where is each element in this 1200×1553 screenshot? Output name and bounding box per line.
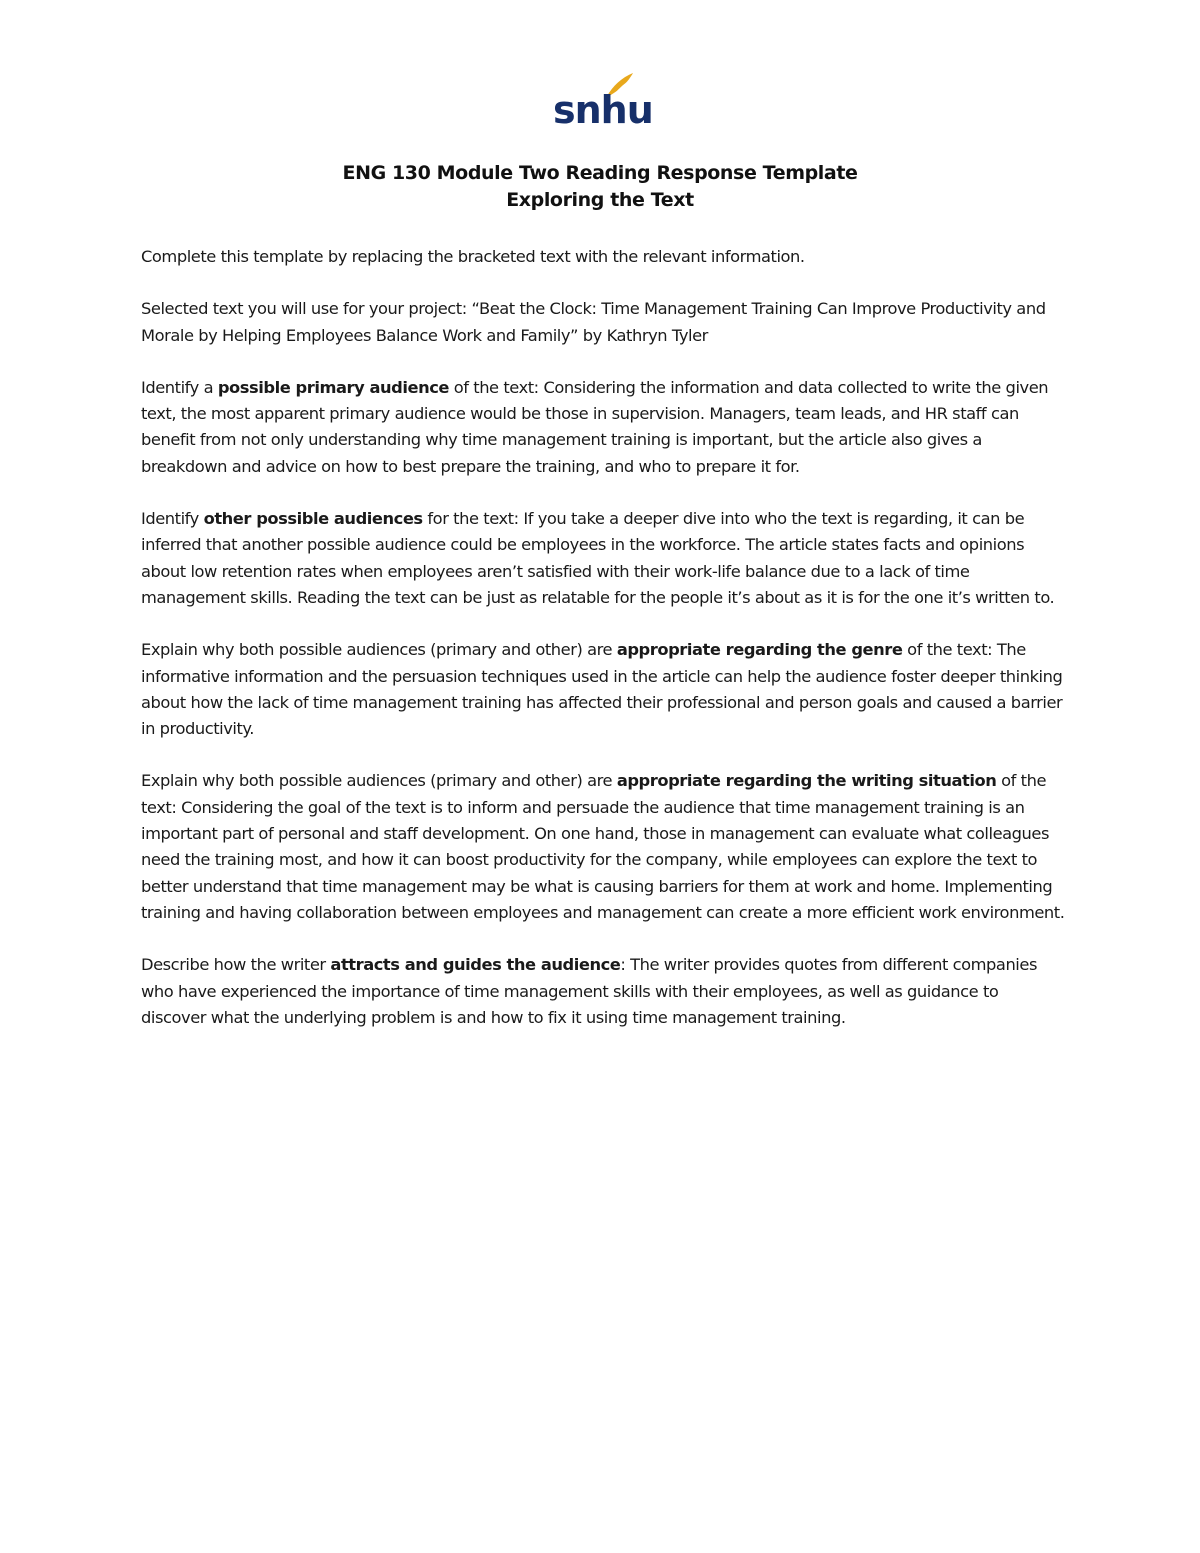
genre-paragraph xyxy=(141,637,1066,742)
attracts-guides-suffix: : xyxy=(620,955,631,975)
writing-situation-emphasis: appropriate regarding the writing situation xyxy=(616,771,997,791)
attracts-guides-prefix: Describe how the writer xyxy=(141,955,331,975)
other-audiences-prefix: Identify xyxy=(141,509,204,529)
document-subtitle: Exploring the Text xyxy=(506,189,694,211)
selected-text-answer: “Beat the Clock: Time Management Training Can Improve Productivity and Morale by Helping Employees Balance Work and Family” by Kathryn Tyler xyxy=(141,299,1046,345)
primary-audience-answer: Considering the information and data collected to write the given text, the most apparent primary audience would be those in supervision. Managers, team leads, and HR staff can benefit from not only understanding why time management training is important, but the article also gives a breakdown and advice on how to best prepare the training, and who to prepare it for. xyxy=(141,377,1049,476)
selected-text-label: Selected text you will use for your project: xyxy=(141,299,472,319)
primary-audience-prefix: Identify a xyxy=(141,377,218,397)
other-audiences-answer: If you take a deeper dive into who the text is regarding, it can be inferred that another possible audience could be employees in the workforce. The article states facts and opinions about low retention rates when employees aren’t satisfied with their work-life balance due to a lack of time management skills. Reading the text can be just as relatable for the people it’s about as it is for the one it’s written to. xyxy=(141,509,1055,607)
other-audiences-emphasis: other possible audiences xyxy=(203,509,423,529)
attracts-guides-emphasis: attracts and guides the audience xyxy=(330,955,621,975)
logo-wordmark: snhu xyxy=(553,88,653,132)
genre-prefix: Explain why both possible audiences (primary and other) are xyxy=(141,640,617,660)
snhu-logo xyxy=(553,72,653,134)
other-audiences-suffix: for the text: xyxy=(422,509,524,529)
document-body xyxy=(141,244,1066,1057)
other-audiences-paragraph xyxy=(141,506,1066,611)
document-header xyxy=(0,160,1200,214)
attracts-guides-paragraph xyxy=(141,952,1066,1031)
intro-paragraph: Complete this template by replacing the bracketed text with the relevant information. xyxy=(141,247,805,266)
writing-situation-answer: Considering the goal of the text is to inform and persuade the audience that time management training is an important part of personal and staff development. On one hand, those in management can evaluate what colleagues need the training most, and how it can boost productivity for the company, while employees can explore the text to better understand that time management may be what is causing barriers for them at work and home. Implementing training and having collaboration between employees and management can create a more efficient work environment. xyxy=(141,797,1065,922)
writing-situation-prefix: Explain why both possible audiences (primary and other) are xyxy=(141,771,617,791)
selected-text-paragraph xyxy=(141,296,1066,349)
writing-situation-paragraph xyxy=(141,768,1066,926)
primary-audience-emphasis: possible primary audience xyxy=(217,377,450,397)
genre-emphasis: appropriate regarding the genre xyxy=(616,640,903,660)
genre-suffix: of the text: xyxy=(902,640,997,660)
attracts-guides-answer: The writer provides quotes from different companies who have experienced the importance of time management skills with their employees, as well as guidance to discover what the underlying problem is and how to fix it using time management training. xyxy=(141,955,1037,1027)
primary-audience-suffix: of the text: xyxy=(449,377,544,397)
writing-situation-suffix: of the text: xyxy=(141,771,1047,817)
primary-audience-paragraph xyxy=(141,375,1066,480)
document-title: ENG 130 Module Two Reading Response Template xyxy=(342,162,858,184)
genre-answer: The informative information and the persuasion techniques used in the article can help the audience foster deeper thinking about how the lack of time management training has affected their professional and person goals and caused a barrier in productivity. xyxy=(141,640,1063,739)
